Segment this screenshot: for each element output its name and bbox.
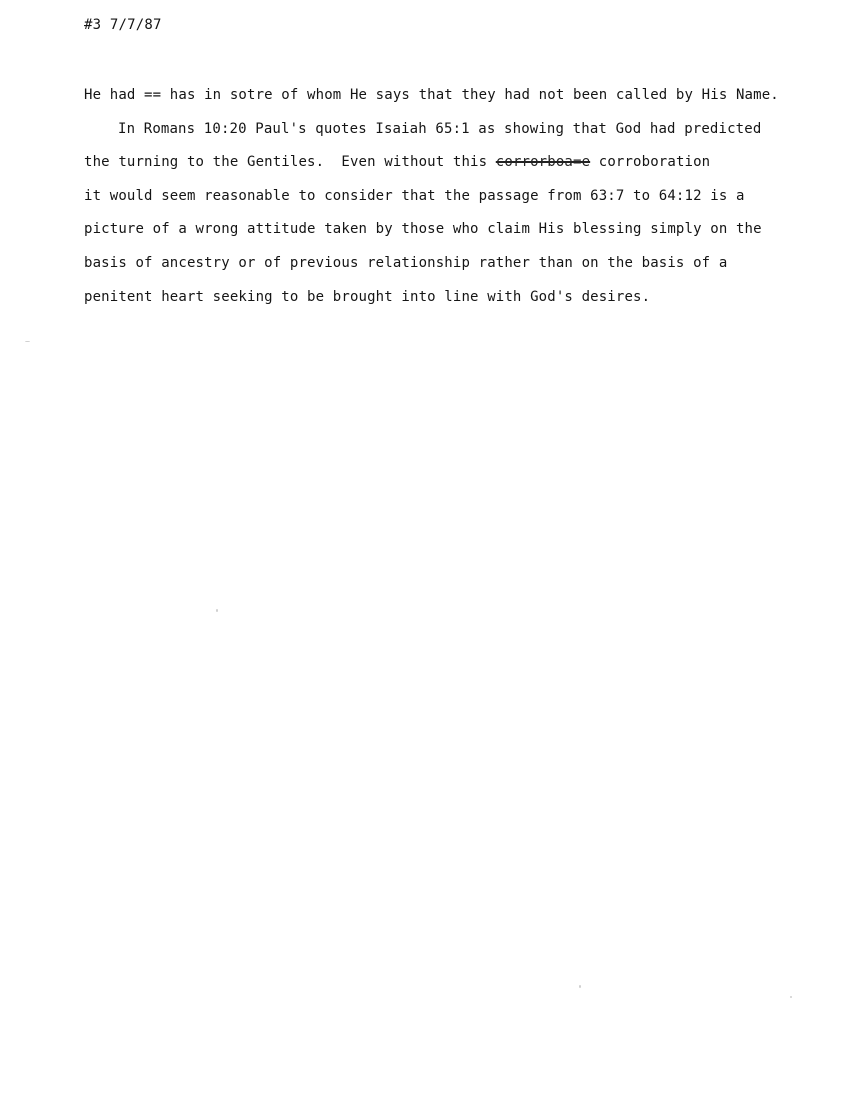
struck-out-word: corrorboa=e xyxy=(495,154,591,171)
text-line-3 xyxy=(84,151,804,185)
paper-speck xyxy=(579,985,581,988)
text-line-2: In Romans 10:20 Paul's quotes Isaiah 65:1 as showing that God had predicted xyxy=(118,120,762,137)
paper-speck xyxy=(216,609,218,612)
text-line-7: penitent heart seeking to be brought into line with God's desires. xyxy=(84,288,651,305)
text-line-5: picture of a wrong attitude taken by those who claim His blessing simply on the xyxy=(84,221,762,238)
text-line-6: basis of ancestry or of previous relationship rather than on the basis of a xyxy=(84,254,728,271)
body-text xyxy=(84,84,804,319)
text-line-3-end: corroboration xyxy=(590,154,711,171)
paper-speck xyxy=(25,341,30,342)
paper-speck xyxy=(790,996,792,998)
page-header: #3 7/7/87 xyxy=(84,17,162,33)
text-line-1: He had == has in sotre of whom He says that they had not been called by His Name. xyxy=(84,87,779,103)
text-line-4: it would seem reasonable to consider that the passage from 63:7 to 64:12 is a xyxy=(84,187,745,204)
text-line-3-start: the turning to the Gentiles. Even without this xyxy=(84,154,496,171)
